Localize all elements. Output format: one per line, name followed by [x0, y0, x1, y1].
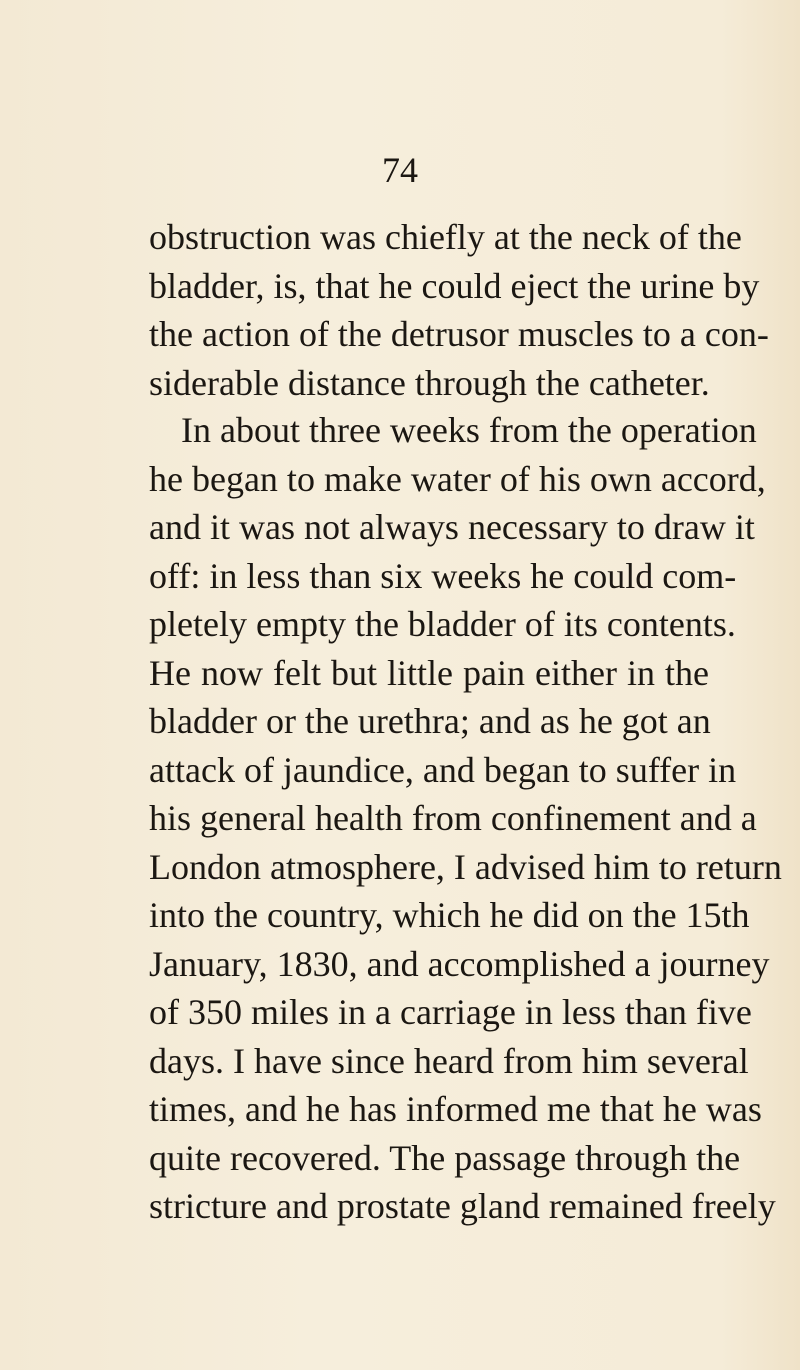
text-line: siderable distance through the catheter. [149, 362, 710, 403]
text-line: and it was not always necessary to draw it [149, 507, 755, 547]
text-line: bladder or the urethra; and as he got an [149, 701, 711, 741]
text-line: attack of jaundice, and began to suffer in [149, 749, 737, 790]
page-number: 74 [382, 150, 418, 190]
paragraph-1 [149, 213, 769, 407]
text-line: quite recovered. The passage through the [149, 1137, 741, 1178]
text-line: into the country, which he did on the 15th [149, 895, 750, 935]
text-line: his general health from confinement and a [149, 798, 757, 838]
text-line: obstruction was chiefly at the neck of the [149, 217, 742, 257]
text-line: January, 1830, and accomplished a journey [149, 943, 770, 984]
text-line: he began to make water of his own accord, [149, 458, 766, 499]
text-line: London atmosphere, I advised him to return [149, 846, 782, 887]
paragraph-2 [149, 406, 782, 1231]
text-line: times, and he has informed me that he was [149, 1089, 762, 1129]
text-line: of 350 miles in a carriage in less than five [149, 992, 752, 1032]
text-line: bladder, is, that he could eject the urine by [149, 265, 760, 306]
text-line: days. I have since heard from him several [149, 1040, 749, 1081]
text-line: the action of the detrusor muscles to a con- [149, 314, 769, 354]
text-line: He now felt but little pain either in the [149, 652, 709, 693]
text-line: off: in less than six weeks he could com- [149, 555, 737, 596]
text-line: stricture and prostate gland remained freely [149, 1186, 776, 1226]
text-line: In about three weeks from the operation [181, 410, 757, 450]
text-line: pletely empty the bladder of its contents. [149, 604, 736, 644]
